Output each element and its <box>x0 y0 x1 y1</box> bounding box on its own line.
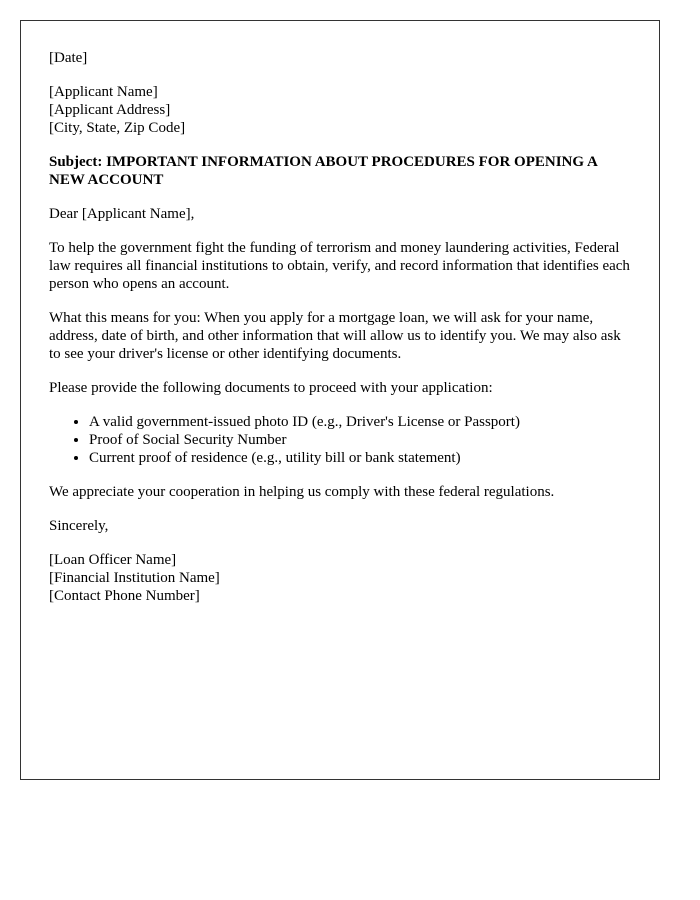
closing-paragraph: We appreciate your cooperation in helping us comply with these federal regulations. <box>49 484 555 500</box>
date-text: [Date] <box>49 50 88 66</box>
sign-off: Sincerely, <box>49 518 109 534</box>
recipient-name: [Applicant Name] <box>49 84 158 100</box>
subject-line <box>49 153 631 189</box>
paragraph-purpose: To help the government fight the funding of terrorism and money laundering activities, Federal law requires all financial institutions to obtain, verify, and record information that identifies each person who opens an account. <box>49 240 630 292</box>
list-item: • Proof of Social Security Number <box>89 431 631 449</box>
required-documents-list <box>49 413 631 467</box>
recipient-address-block <box>49 83 631 137</box>
paragraph-what-this-means: What this means for you: When you apply for a mortgage loan, we will ask for your name, address, date of birth, and other information that will allow us to identify you. We may also ask to see your driver's license or other identifying documents. <box>49 310 621 362</box>
subject-text: IMPORTANT INFORMATION ABOUT PROCEDURES FOR OPENING A NEW ACCOUNT <box>49 154 597 188</box>
list-item: • A valid government-issued photo ID (e.g., Driver's License or Passport) <box>89 413 631 431</box>
financial-institution-name: [Financial Institution Name] <box>49 570 220 586</box>
subject-label: Subject: <box>49 154 103 170</box>
loan-officer-name: [Loan Officer Name] <box>49 552 177 568</box>
letter-date <box>49 49 631 67</box>
letter-page <box>20 20 660 780</box>
recipient-address: [Applicant Address] <box>49 102 171 118</box>
paragraph-documents-intro: Please provide the following documents to proceed with your application: <box>49 380 493 396</box>
recipient-city-state-zip: [City, State, Zip Code] <box>49 120 186 136</box>
signature-block <box>49 551 631 605</box>
list-item: • Current proof of residence (e.g., utility bill or bank statement) <box>89 449 631 467</box>
contact-phone-number: [Contact Phone Number] <box>49 588 200 604</box>
salutation: Dear [Applicant Name], <box>49 206 195 222</box>
